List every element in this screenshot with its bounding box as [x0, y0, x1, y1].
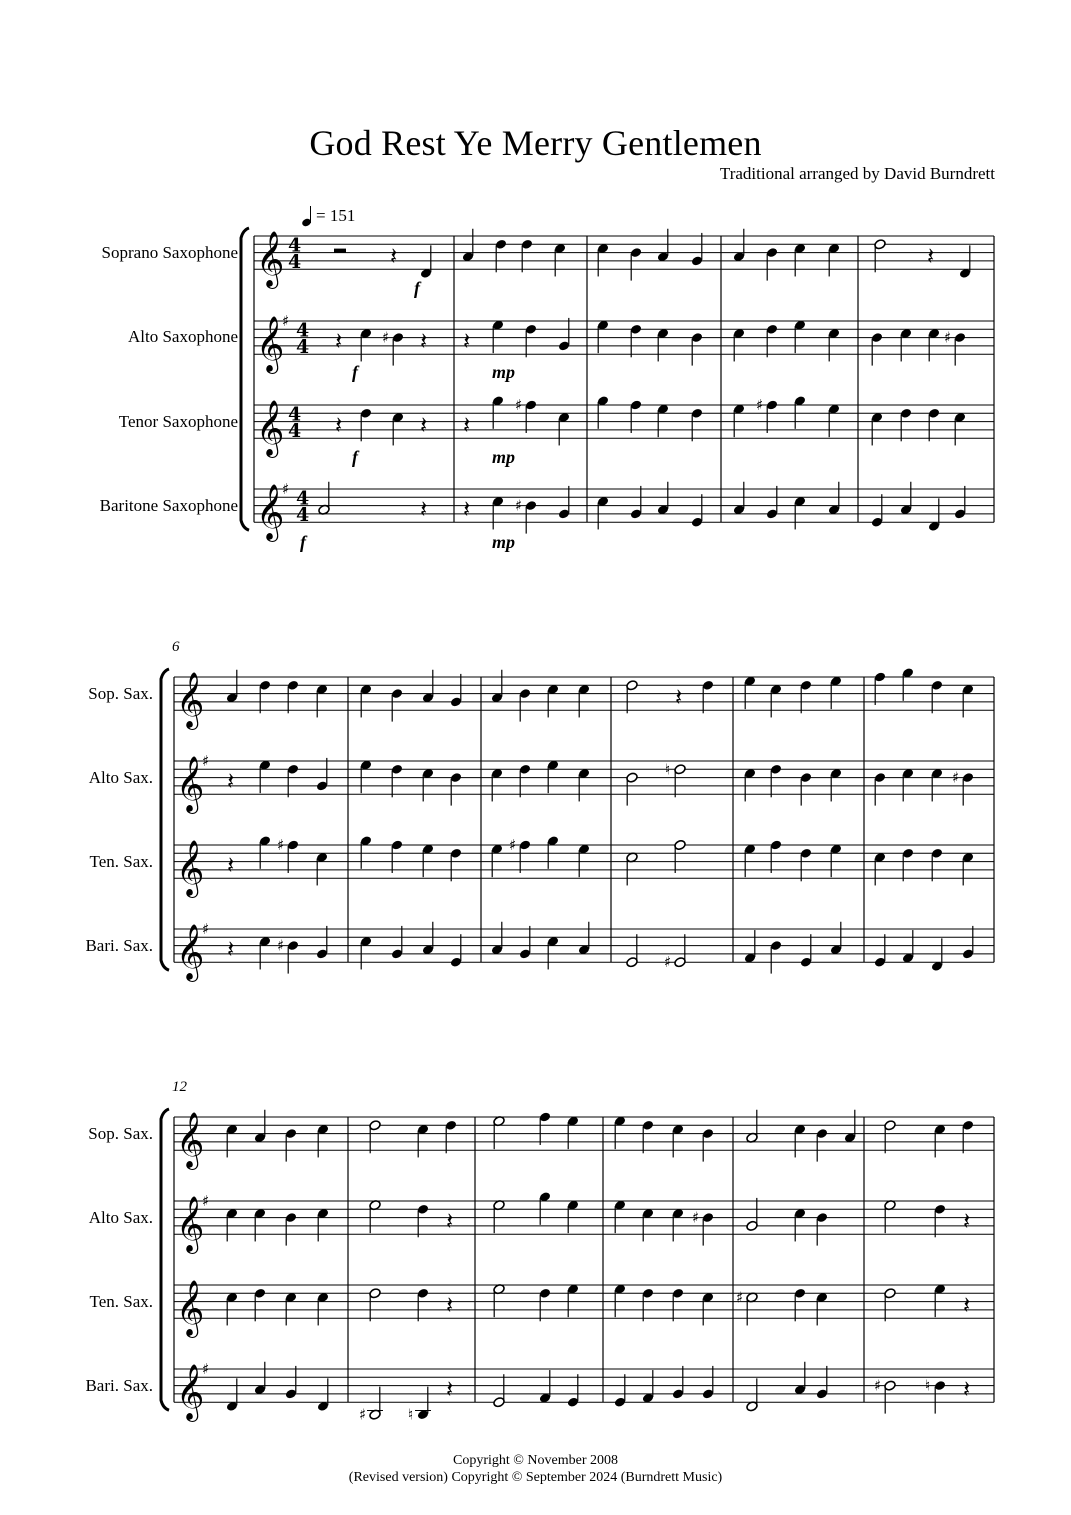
treble-clef-icon: 𝄞: [176, 840, 205, 897]
instrument-label-tenor-short: Ten. Sax.: [89, 1292, 153, 1311]
system-bracket: [161, 1109, 169, 1410]
half-rest-icon: [334, 249, 346, 253]
sharp-icon: ♯: [692, 1208, 700, 1227]
quarter-rest-icon: 𝄽: [463, 326, 471, 355]
sharp-icon: ♯: [515, 396, 523, 414]
natural-icon: ♮: [408, 1405, 414, 1424]
quarter-rest-icon: 𝄽: [446, 1206, 454, 1235]
sharp-icon: ♯: [736, 1288, 744, 1307]
instrument-label-soprano-short: Sop. Sax.: [88, 1124, 153, 1143]
sharp-icon: ♯: [756, 396, 764, 414]
instrument-label-alto: Alto Saxophone: [127, 327, 238, 346]
quarter-rest-icon: 𝄽: [963, 1290, 971, 1319]
quarter-rest-icon: 𝄽: [420, 494, 428, 523]
quarter-rest-icon: 𝄽: [963, 1374, 971, 1403]
dynamic-marking: f: [300, 532, 306, 552]
sharp-icon: ♯: [515, 496, 523, 515]
treble-clef-icon: 𝄞: [176, 1196, 205, 1253]
quarter-rest-icon: 𝄽: [463, 410, 471, 439]
treble-clef-icon: 𝄞: [176, 1280, 205, 1337]
natural-icon: ♮: [925, 1376, 931, 1395]
system-bracket: [161, 669, 169, 970]
time-signature-bottom: 4: [288, 251, 302, 274]
sharp-icon: ♯: [382, 328, 390, 347]
key-signature-sharp-icon: ♯: [202, 920, 210, 938]
quarter-rest-icon: 𝄽: [420, 410, 428, 439]
treble-clef-icon: 𝄞: [256, 400, 285, 457]
quarter-rest-icon: 𝄽: [227, 766, 235, 795]
quarter-rest-icon: 𝄽: [335, 410, 343, 439]
quarter-rest-icon: 𝄽: [390, 241, 398, 270]
time-signature-top: 4: [288, 403, 302, 426]
dynamic-marking: mp: [492, 532, 516, 552]
instrument-label-baritone-short: Bari. Sax.: [85, 1376, 153, 1395]
quarter-rest-icon: 𝄽: [675, 682, 683, 711]
quarter-rest-icon: 𝄽: [927, 241, 935, 270]
key-signature-sharp-icon: ♯: [202, 752, 210, 770]
quarter-rest-icon: 𝄽: [446, 1374, 454, 1403]
time-signature-bottom: 4: [288, 420, 302, 443]
treble-clef-icon: 𝄞: [176, 756, 205, 813]
instrument-label-alto-short: Alto Sax.: [88, 768, 153, 787]
sharp-icon: ♯: [952, 768, 960, 787]
measure-number: 12: [172, 1079, 187, 1095]
sharp-icon: ♯: [277, 936, 285, 955]
instrument-label-soprano: Soprano Saxophone: [101, 243, 238, 262]
instrument-label-tenor: Tenor Saxophone: [118, 412, 238, 431]
treble-clef-icon: 𝄞: [176, 924, 205, 981]
treble-clef-icon: 𝄞: [176, 1364, 205, 1421]
treble-clef-icon: 𝄞: [256, 231, 285, 288]
key-signature-sharp-icon: ♯: [202, 1360, 210, 1378]
sharp-icon: ♯: [944, 328, 952, 347]
natural-icon: ♮: [665, 760, 671, 779]
key-signature-sharp-icon: ♯: [202, 1192, 210, 1210]
treble-clef-icon: 𝄞: [256, 316, 285, 373]
sharp-icon: ♯: [277, 836, 285, 854]
quarter-rest-icon: 𝄽: [446, 1290, 454, 1319]
sharp-icon: ♯: [509, 836, 517, 854]
instrument-label-baritone-short: Bari. Sax.: [85, 936, 153, 955]
sharp-icon: ♯: [874, 1376, 882, 1395]
quarter-rest-icon: 𝄽: [463, 494, 471, 523]
quarter-rest-icon: 𝄽: [420, 326, 428, 355]
instrument-label-tenor-short: Ten. Sax.: [89, 852, 153, 871]
dynamic-marking: f: [352, 447, 358, 467]
key-signature-sharp-icon: ♯: [282, 480, 290, 498]
composer-credit: Traditional arranged by David Burndrett: [719, 164, 995, 183]
time-signature-top: 4: [296, 487, 310, 510]
quarter-rest-icon: 𝄽: [227, 850, 235, 879]
measure-number: 6: [172, 639, 180, 655]
treble-clef-icon: 𝄞: [256, 484, 285, 541]
time-signature-bottom: 4: [296, 504, 310, 527]
dynamic-marking: f: [352, 362, 358, 382]
sharp-icon: ♯: [664, 953, 672, 972]
system-bracket: [241, 228, 249, 530]
time-signature-top: 4: [296, 319, 310, 342]
time-signature-top: 4: [288, 234, 302, 257]
score-title: God Rest Ye Merry Gentlemen: [309, 123, 762, 163]
instrument-label-soprano-short: Sop. Sax.: [88, 684, 153, 703]
copyright-line-1: Copyright © November 2008: [452, 1453, 618, 1468]
treble-clef-icon: 𝄞: [176, 672, 205, 729]
tempo-text: = 151: [316, 206, 356, 225]
dynamic-marking: mp: [492, 362, 516, 382]
treble-clef-icon: 𝄞: [176, 1112, 205, 1169]
instrument-label-alto-short: Alto Sax.: [88, 1208, 153, 1227]
copyright-line-2: (Revised version) Copyright © September 2024 (Burndrett Music): [348, 1470, 723, 1485]
sharp-icon: ♯: [359, 1405, 367, 1424]
key-signature-sharp-icon: ♯: [282, 312, 290, 330]
quarter-rest-icon: 𝄽: [335, 326, 343, 355]
quarter-rest-icon: 𝄽: [227, 934, 235, 963]
time-signature-bottom: 4: [296, 336, 310, 359]
quarter-rest-icon: 𝄽: [963, 1206, 971, 1235]
instrument-label-baritone: Baritone Saxophone: [99, 496, 238, 515]
dynamic-marking: mp: [492, 447, 516, 467]
dynamic-marking: f: [414, 278, 420, 298]
